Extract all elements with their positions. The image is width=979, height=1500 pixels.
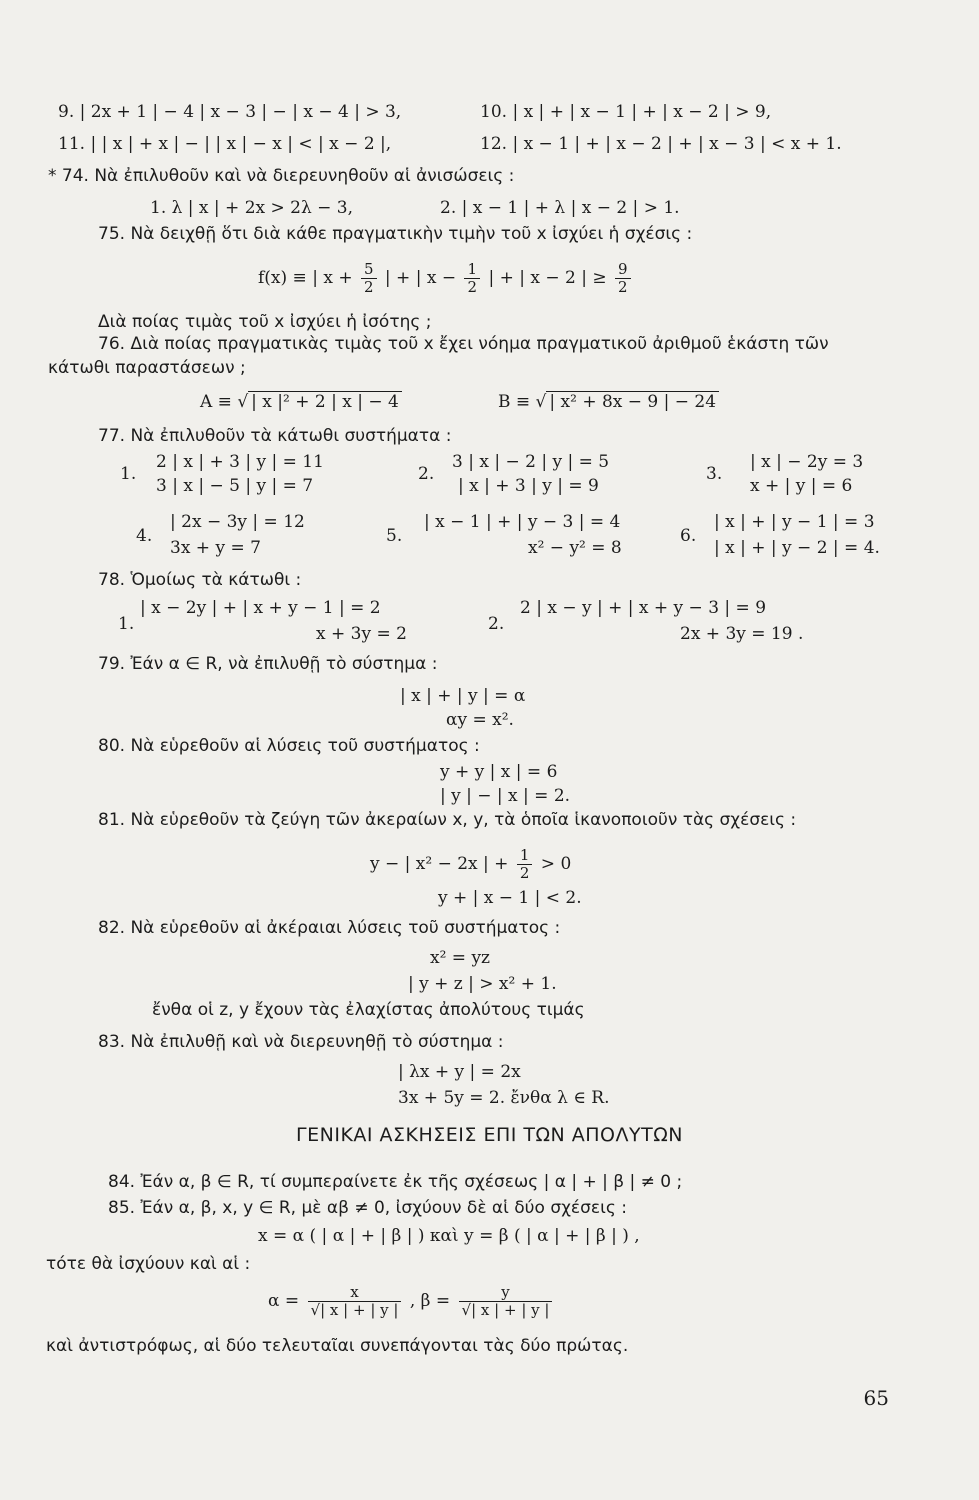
system-2-eq1: 3 | x | − 2 | y | = 5 xyxy=(452,452,610,472)
exercise-9: 9. | 2x + 1 | − 4 | x − 3 | − | x − 4 | > 3, xyxy=(58,102,402,122)
system-1-eq1: 2 | x | + 3 | y | = 11 xyxy=(156,452,324,472)
expression-a xyxy=(200,390,402,414)
system-3-number: 3. xyxy=(706,464,723,484)
problem-76-cont: κάτωθι παραστάσεων ; xyxy=(48,358,246,378)
system-4-eq2: 3x + y = 7 xyxy=(170,538,261,558)
system-3-eq2: x + | y | = 6 xyxy=(750,476,853,496)
numerator: 5 xyxy=(361,261,377,279)
numerator: 9 xyxy=(615,261,631,279)
numerator: x xyxy=(308,1284,402,1302)
problem-74-part1: 1. λ | x | + 2x > 2λ − 3, xyxy=(150,198,354,218)
beta-label: , β = xyxy=(409,1291,451,1311)
inequality-part: > 0 xyxy=(540,854,572,874)
system-5-number: 5. xyxy=(386,526,403,546)
expression-a-radicand: | x |² + 2 | x | − 4 xyxy=(248,391,402,412)
system-78-2-number: 2. xyxy=(488,614,505,634)
system-6-number: 6. xyxy=(680,526,697,546)
numerator: y xyxy=(459,1284,553,1302)
system-2-number: 2. xyxy=(418,464,435,484)
expression-a-label: A ≡ √ xyxy=(200,392,249,412)
problem-83: 83. Νὰ ἐπιλυθῇ καὶ νὰ διερευνηθῇ τὸ σύστημα : xyxy=(98,1032,504,1052)
problem-85-relations: x = α ( | α | + | β | ) καὶ y = β ( | α | + | β | ) , xyxy=(258,1226,640,1246)
problem-83-eq1: | λx + y | = 2x xyxy=(398,1062,521,1082)
system-5-eq1: | x − 1 | + | y − 3 | = 4 xyxy=(424,512,621,532)
problem-85-conclusion: καὶ ἀντιστρόφως, αἱ δύο τελευταῖαι συνεπάγονται τὰς δύο πρώτας. xyxy=(46,1336,629,1356)
problem-82-note: ἔνθα οἱ z, y ἔχουν τὰς ἐλαχίστας ἀπολύτους τιμάς xyxy=(152,1000,585,1020)
expression-b-radicand: | x² + 8x − 9 | − 24 xyxy=(546,391,719,412)
problem-79: 79. Ἐάν α ∈ R, νὰ ἐπιλυθῇ τὸ σύστημα : xyxy=(98,654,438,674)
denominator: 2 xyxy=(467,278,478,296)
exercise-12: 12. | x − 1 | + | x − 2 | + | x − 3 | < x + 1. xyxy=(480,134,842,154)
problem-81-eq1 xyxy=(370,844,571,884)
formula-part: | + | x − xyxy=(384,268,457,288)
system-78-2-eq2: 2x + 3y = 19 . xyxy=(680,624,804,644)
system-78-2-eq1: 2 | x − y | + | x + y − 3 | = 9 xyxy=(520,598,767,618)
system-78-1-number: 1. xyxy=(118,614,135,634)
system-3-eq1: | x | − 2y = 3 xyxy=(750,452,864,472)
denominator: 2 xyxy=(519,864,530,882)
exercise-11: 11. | | x | + x | − | | x | − x | < | x − 2 |, xyxy=(58,134,392,154)
denominator: √| x | + | y | xyxy=(310,1301,399,1319)
system-6-eq1: | x | + | y − 1 | = 3 xyxy=(714,512,875,532)
problem-82: 82. Νὰ εὑρεθοῦν αἱ ἀκέραιαι λύσεις τοῦ συστήματος : xyxy=(98,918,561,938)
fraction-5-2 xyxy=(361,261,377,296)
page-number: 65 xyxy=(863,1386,889,1410)
fraction-1-2 xyxy=(464,261,480,296)
problem-85-then: τότε θὰ ἰσχύουν καὶ αἱ : xyxy=(46,1254,251,1274)
problem-76: 76. Διὰ ποίας πραγματικὰς τιμὰς τοῦ x ἔχει νόημα πραγματικοῦ ἀριθμοῦ ἑκάστη τῶν xyxy=(98,334,829,354)
system-4-number: 4. xyxy=(136,526,153,546)
problem-74-part2: 2. | x − 1 | + λ | x − 2 | > 1. xyxy=(440,198,680,218)
exercise-10: 10. | x | + | x − 1 | + | x − 2 | > 9, xyxy=(480,102,772,122)
problem-85: 85. Ἐάν α, β, x, y ∈ R, μὲ αβ ≠ 0, ἰσχύουν δὲ αἱ δύο σχέσεις : xyxy=(108,1198,627,1218)
system-1-eq2: 3 | x | − 5 | y | = 7 xyxy=(156,476,314,496)
denominator: 2 xyxy=(363,278,374,296)
numerator: 1 xyxy=(517,847,533,865)
problem-75: 75. Νὰ δειχθῇ ὅτι διὰ κάθε πραγματικὴν τιμὴν τοῦ x ἰσχύει ἡ σχέσις : xyxy=(98,224,693,244)
problem-82-eq2: | y + z | > x² + 1. xyxy=(408,974,557,994)
problem-80: 80. Νὰ εὑρεθοῦν αἱ λύσεις τοῦ συστήματος : xyxy=(98,736,480,756)
formula-part: | + | x − 2 | ≥ xyxy=(488,268,607,288)
system-1-number: 1. xyxy=(120,464,137,484)
formula-part: f(x) ≡ | x + xyxy=(258,268,353,288)
problem-81-eq2: y + | x − 1 | < 2. xyxy=(438,888,582,908)
denominator: 2 xyxy=(618,278,628,296)
problem-79-eq2: αy = x². xyxy=(446,710,514,730)
problem-80-eq2: | y | − | x | = 2. xyxy=(440,786,571,806)
problem-75-formula xyxy=(258,258,634,298)
fraction-x xyxy=(308,1284,402,1319)
section-heading: ΓΕΝΙΚΑΙ ΑΣΚΗΣΕΙΣ ΕΠΙ ΤΩΝ ΑΠΟΛΥΤΩΝ xyxy=(296,1124,683,1146)
system-6-eq2: | x | + | y − 2 | = 4. xyxy=(714,538,880,558)
fraction-1-2 xyxy=(517,847,533,882)
fraction-9-2 xyxy=(615,261,631,296)
problem-79-eq1: | x | + | y | = α xyxy=(400,686,526,706)
problem-80-eq1: y + y | x | = 6 xyxy=(440,762,558,782)
problem-82-eq1: x² = yz xyxy=(430,948,491,968)
problem-77: 77. Νὰ ἐπιλυθοῦν τὰ κάτωθι συστήματα : xyxy=(98,426,452,446)
denominator: √| x | + | y | xyxy=(461,1301,550,1319)
expression-b-label: B ≡ √ xyxy=(498,392,547,412)
problem-84: 84. Ἐάν α, β ∈ R, τί συμπεραίνετε ἐκ τῆς σχέσεως | α | + | β | ≠ 0 ; xyxy=(108,1172,683,1192)
problem-85-formulas xyxy=(268,1278,555,1324)
system-2-eq2: | x | + 3 | y | = 9 xyxy=(458,476,599,496)
numerator: 1 xyxy=(464,261,480,279)
alpha-label: α = xyxy=(268,1291,300,1311)
problem-81: 81. Νὰ εὑρεθοῦν τὰ ζεύγη τῶν ἀκεραίων x, y, τὰ ὁποῖα ἱκανοποιοῦν τὰς σχέσεις : xyxy=(98,810,797,830)
problem-83-eq2: 3x + 5y = 2. ἔνθα λ ∈ R. xyxy=(398,1088,610,1108)
system-78-1-eq1: | x − 2y | + | x + y − 1 | = 2 xyxy=(140,598,381,618)
problem-75-question: Διὰ ποίας τιμὰς τοῦ x ἰσχύει ἡ ἰσότης ; xyxy=(98,312,432,332)
system-5-eq2: x² − y² = 8 xyxy=(528,538,622,558)
system-78-1-eq2: x + 3y = 2 xyxy=(316,624,407,644)
expression-b xyxy=(498,390,719,414)
inequality-part: y − | x² − 2x | + xyxy=(370,854,509,874)
problem-74: * 74. Νὰ ἐπιλυθοῦν καὶ νὰ διερευνηθοῦν αἱ ἀνισώσεις : xyxy=(48,166,515,186)
problem-78: 78. Ὁμοίως τὰ κάτωθι : xyxy=(98,570,302,590)
fraction-y xyxy=(459,1284,553,1319)
system-4-eq1: | 2x − 3y | = 12 xyxy=(170,512,305,532)
